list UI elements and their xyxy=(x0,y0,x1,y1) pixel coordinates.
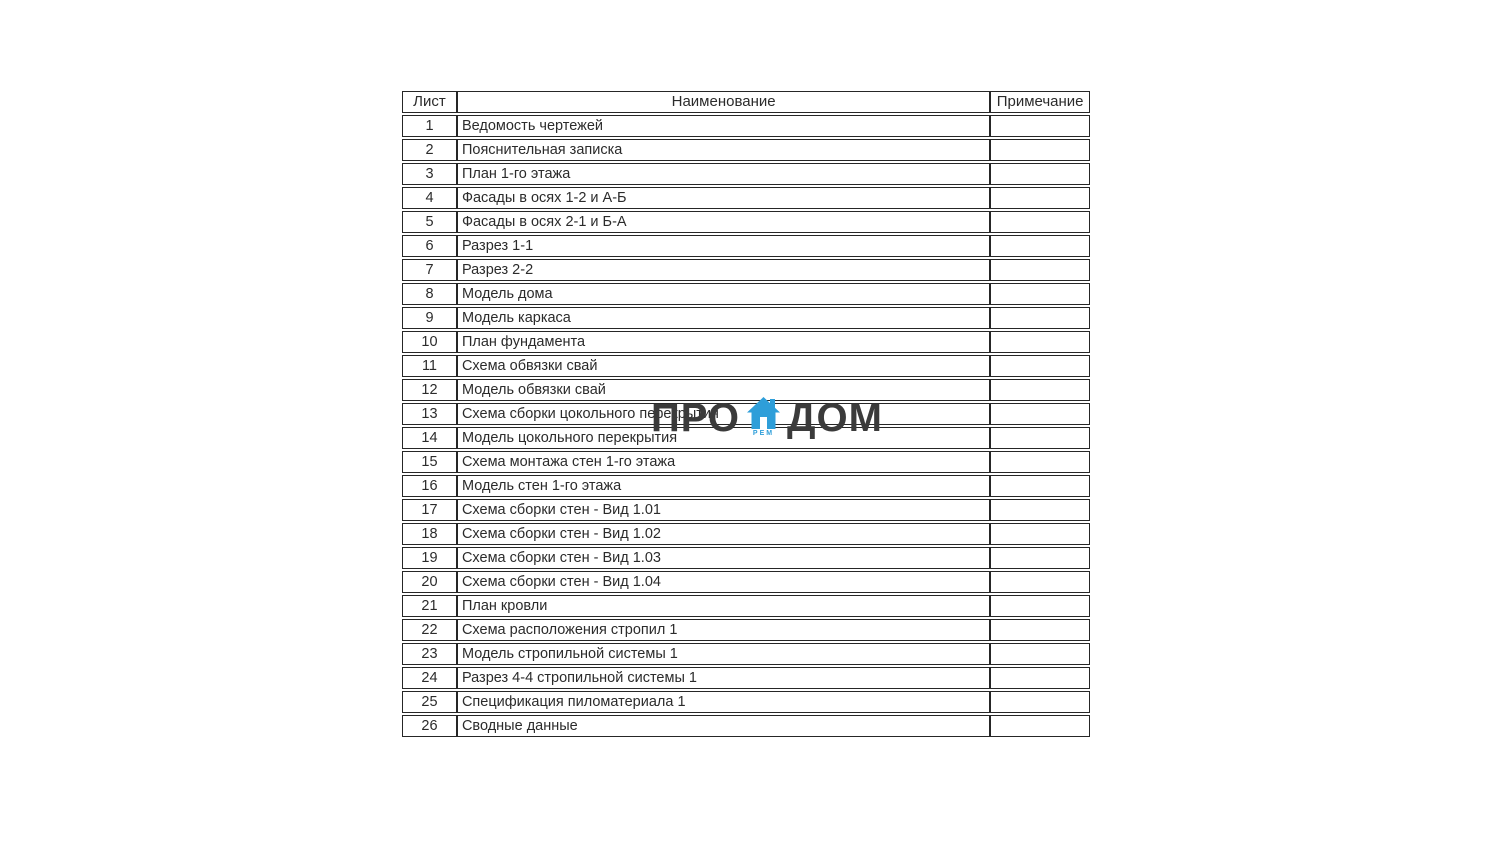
sheet-note xyxy=(990,571,1090,593)
sheet-note xyxy=(990,211,1090,233)
sheet-title: Модель дома xyxy=(457,283,990,305)
sheet-number: 23 xyxy=(402,643,457,665)
sheet-note xyxy=(990,403,1090,425)
table-row xyxy=(402,307,1090,329)
header-sheet: Лист xyxy=(402,91,457,113)
sheet-title: Разрез 2-2 xyxy=(457,259,990,281)
sheet-note xyxy=(990,235,1090,257)
header-note: Примечание xyxy=(990,91,1090,113)
drawing-register-table xyxy=(402,89,1090,739)
table-row xyxy=(402,163,1090,185)
table-body xyxy=(402,115,1090,737)
table-row xyxy=(402,619,1090,641)
sheet-number: 22 xyxy=(402,619,457,641)
sheet-note xyxy=(990,427,1090,449)
table-row xyxy=(402,283,1090,305)
sheet-number: 14 xyxy=(402,427,457,449)
sheet-title: Схема сборки стен - Вид 1.01 xyxy=(457,499,990,521)
sheet-title: Схема обвязки свай xyxy=(457,355,990,377)
sheet-number: 24 xyxy=(402,667,457,689)
sheet-title: План кровли xyxy=(457,595,990,617)
sheet-number: 10 xyxy=(402,331,457,353)
sheet-title: Схема сборки цокольного перекрытия xyxy=(457,403,990,425)
sheet-number: 5 xyxy=(402,211,457,233)
table-row xyxy=(402,331,1090,353)
sheet-number: 20 xyxy=(402,571,457,593)
sheet-title: Пояснительная записка xyxy=(457,139,990,161)
sheet-note xyxy=(990,163,1090,185)
sheet-note xyxy=(990,355,1090,377)
sheet-title: Модель обвязки свай xyxy=(457,379,990,401)
sheet-note xyxy=(990,187,1090,209)
sheet-number: 11 xyxy=(402,355,457,377)
table-row xyxy=(402,403,1090,425)
watermark-text-right: ДОМ xyxy=(787,396,883,440)
sheet-number: 17 xyxy=(402,499,457,521)
sheet-number: 15 xyxy=(402,451,457,473)
sheet-number: 1 xyxy=(402,115,457,137)
sheet-note xyxy=(990,523,1090,545)
sheet-note xyxy=(990,667,1090,689)
sheet-number: 9 xyxy=(402,307,457,329)
table-row xyxy=(402,235,1090,257)
table-row xyxy=(402,715,1090,737)
sheet-title: Спецификация пиломатериала 1 xyxy=(457,691,990,713)
sheet-number: 6 xyxy=(402,235,457,257)
sheet-note xyxy=(990,619,1090,641)
sheet-number: 7 xyxy=(402,259,457,281)
sheet-number: 21 xyxy=(402,595,457,617)
table-header-row xyxy=(402,91,1090,113)
header-name: Наименование xyxy=(457,91,990,113)
sheet-number: 18 xyxy=(402,523,457,545)
table-row xyxy=(402,115,1090,137)
sheet-title: Модель стен 1-го этажа xyxy=(457,475,990,497)
sheet-title: План фундамента xyxy=(457,331,990,353)
sheet-title: Модель стропильной системы 1 xyxy=(457,643,990,665)
sheet-note xyxy=(990,331,1090,353)
sheet-title: Схема сборки стен - Вид 1.04 xyxy=(457,571,990,593)
sheet-number: 12 xyxy=(402,379,457,401)
table-row xyxy=(402,499,1090,521)
table-row xyxy=(402,691,1090,713)
sheet-number: 4 xyxy=(402,187,457,209)
table-row xyxy=(402,643,1090,665)
sheet-title: Схема сборки стен - Вид 1.03 xyxy=(457,547,990,569)
sheet-number: 3 xyxy=(402,163,457,185)
sheet-note xyxy=(990,115,1090,137)
sheet-note xyxy=(990,715,1090,737)
sheet-title: План 1-го этажа xyxy=(457,163,990,185)
sheet-note xyxy=(990,259,1090,281)
sheet-note xyxy=(990,691,1090,713)
sheet-title: Модель каркаса xyxy=(457,307,990,329)
sheet-number: 8 xyxy=(402,283,457,305)
watermark-text-left: ПРО xyxy=(651,396,741,440)
sheet-title: Сводные данные xyxy=(457,715,990,737)
sheet-title: Разрез 1-1 xyxy=(457,235,990,257)
sheet-note xyxy=(990,283,1090,305)
table-row xyxy=(402,547,1090,569)
sheet-note xyxy=(990,643,1090,665)
sheet-number: 13 xyxy=(402,403,457,425)
table-row xyxy=(402,523,1090,545)
table-row xyxy=(402,571,1090,593)
table-row xyxy=(402,139,1090,161)
table-row xyxy=(402,595,1090,617)
sheet-title: Схема сборки стен - Вид 1.02 xyxy=(457,523,990,545)
table-row xyxy=(402,355,1090,377)
table-row xyxy=(402,379,1090,401)
watermark-subtext: РЕМ xyxy=(752,430,775,437)
sheet-title: Разрез 4-4 стропильной системы 1 xyxy=(457,667,990,689)
sheet-title: Модель цокольного перекрытия xyxy=(457,427,990,449)
sheet-title: Фасады в осях 1-2 и А-Б xyxy=(457,187,990,209)
table-row xyxy=(402,667,1090,689)
sheet-title: Ведомость чертежей xyxy=(457,115,990,137)
sheet-number: 16 xyxy=(402,475,457,497)
sheet-number: 2 xyxy=(402,139,457,161)
sheet-note xyxy=(990,307,1090,329)
sheet-note xyxy=(990,595,1090,617)
sheet-number: 25 xyxy=(402,691,457,713)
table-row xyxy=(402,211,1090,233)
sheet-note xyxy=(990,379,1090,401)
sheet-number: 26 xyxy=(402,715,457,737)
sheet-number: 19 xyxy=(402,547,457,569)
sheet-note xyxy=(990,475,1090,497)
sheet-title: Схема расположения стропил 1 xyxy=(457,619,990,641)
table-row xyxy=(402,475,1090,497)
sheet-note xyxy=(990,547,1090,569)
sheet-note xyxy=(990,451,1090,473)
sheet-note xyxy=(990,499,1090,521)
sheet-note xyxy=(990,139,1090,161)
sheet-title: Фасады в осях 2-1 и Б-А xyxy=(457,211,990,233)
table-row xyxy=(402,187,1090,209)
table-row xyxy=(402,451,1090,473)
table-row xyxy=(402,259,1090,281)
sheet-title: Схема монтажа стен 1-го этажа xyxy=(457,451,990,473)
table-row xyxy=(402,427,1090,449)
